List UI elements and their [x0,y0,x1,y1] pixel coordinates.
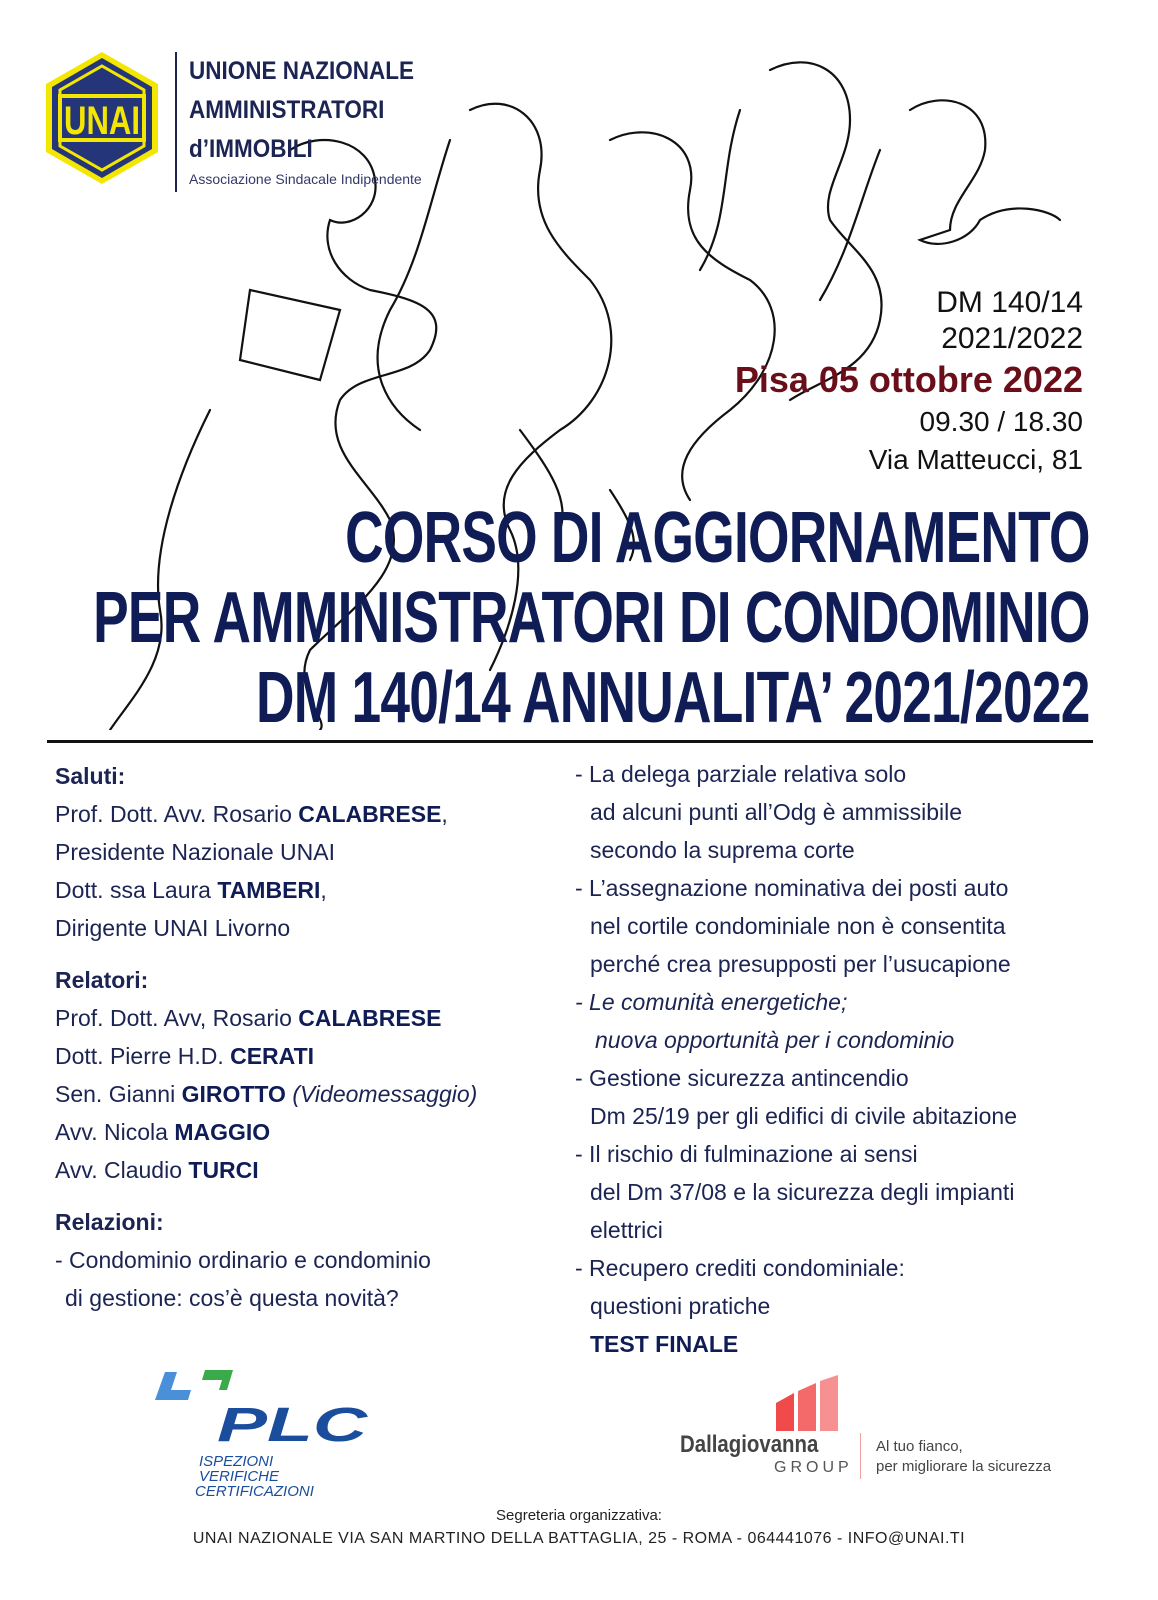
relatori-heading: Relatori: [55,967,149,993]
topic-line: elettrici [590,1217,663,1243]
speaker-text: GIROTTO [181,1081,286,1107]
speaker-text: Avv. Nicola [55,1119,175,1145]
event-place-date: Pisa 05 ottobre 2022 [734,359,1083,400]
saluti-heading: Saluti: [55,763,126,789]
org-line-3: d’IMMOBILI [189,135,313,163]
speaker-line [55,999,555,1037]
topics-list [575,755,1135,1325]
speaker-line [55,795,555,833]
speaker-text: Sen. Gianni [55,1081,182,1107]
relatori-list [55,999,555,1189]
unai-logo [44,50,160,186]
org-line-1: UNIONE NAZIONALE [189,57,414,85]
plc-line: CERTIFICAZIONI [195,1483,314,1500]
saluti-list [55,795,555,947]
event-years: 2021/2022 [941,322,1083,355]
topic-line: del Dm 37/08 e la sicurezza degli impianti [590,1179,1015,1205]
speaker-line [55,1151,555,1189]
speaker-text: Presidente Nazionale UNAI [55,839,335,865]
plc-mark-icon [155,1368,385,1458]
plc-logo [155,1368,385,1508]
speaker-text: (Videomessaggio) [285,1081,478,1107]
topic-line: - La delega parziale relativa solo [575,761,907,787]
title-line-2: PER AMMINISTRATORI DI CONDOMINIO [93,578,1090,658]
topic-line: Dm 25/19 per gli edifici di civile abitazione [590,1103,1017,1129]
topics-column [575,755,1135,1363]
speaker-line [55,833,555,871]
building-icon [772,1375,844,1431]
speaker-text: , [441,801,448,827]
speaker-text: TURCI [188,1157,259,1183]
test-finale [575,1325,1135,1363]
event-dm: DM 140/14 [936,286,1083,319]
dallagiovanna-group: GROUP [774,1459,853,1476]
title-line-3: DM 140/14 ANNUALITA’ 2021/2022 [256,658,1090,738]
plc-line: ISPEZIONI [199,1453,274,1470]
speaker-line [55,871,555,909]
speaker-text: Dott. ssa Laura [55,877,218,903]
topic-line: - Recupero crediti condominiale: [575,1255,905,1281]
speaker-text: CALABRESE [298,1005,442,1031]
title-line-1: CORSO DI AGGIORNAMENTO [345,498,1090,578]
tagline-line: Al tuo fianco, [876,1438,963,1455]
speaker-text: MAGGIO [174,1119,271,1145]
speakers-column [55,757,555,1317]
relazioni-heading: Relazioni: [55,1209,164,1235]
tagline-line: per migliorare la sicurezza [876,1458,1052,1475]
event-address: Via Matteucci, 81 [868,444,1083,475]
dallagiovanna-name: Dallagiovanna [680,1431,819,1458]
speaker-text: TAMBERI [217,877,321,903]
topic-line: nel cortile condominiale non è consentita [590,913,1006,939]
speaker-line [55,1075,555,1113]
topic-line: nuova opportunità per i condominio [595,1027,955,1053]
topic-line: secondo la suprema corte [590,837,855,863]
speaker-text: Dott. Pierre H.D. [55,1043,231,1069]
event-info [735,285,1083,479]
svg-text:UNAI: UNAI [64,99,140,143]
speaker-text: CALABRESE [298,801,442,827]
organization-name [175,52,439,192]
speaker-text: , [320,877,327,903]
speaker-text: Dirigente UNAI Livorno [55,915,291,941]
topic-line: - L’assegnazione nominativa dei posti auto [575,875,1009,901]
topic-line: - Le comunità energetiche; [575,989,848,1015]
topic-line: - Gestione sicurezza antincendio [575,1065,909,1091]
org-subtitle: Associazione Sindacale Indipendente [189,171,422,187]
divider [47,740,1093,743]
dallagiovanna-logo [680,1375,1100,1485]
speaker-line [55,909,555,947]
speaker-text: CERATI [230,1043,315,1069]
course-title [0,498,1090,738]
footer-contact: UNAI NAZIONALE VIA SAN MARTINO DELLA BATTAGLIA, 25 - ROMA - 064441076 - INFO@UNAI.TI [192,1530,966,1547]
test-finale-label: TEST FINALE [590,1331,739,1357]
speaker-text: Prof. Dott. Avv. Rosario [55,801,299,827]
relazioni-line: di gestione: cos’è questa novità? [65,1285,399,1311]
speaker-text: Prof. Dott. Avv, Rosario [55,1005,299,1031]
svg-text:PLC: PLC [217,1399,370,1452]
topic-line: - Il rischio di fulminazione ai sensi [575,1141,918,1167]
footer-label: Segreteria organizzativa: [496,1507,662,1524]
topic-line: ad alcuni punti all’Odg è ammissibile [590,799,963,825]
event-time: 09.30 / 18.30 [919,406,1083,437]
topic-line: questioni pratiche [590,1293,771,1319]
relazioni-line: - Condominio ordinario e condominio [55,1247,431,1273]
speaker-line [55,1113,555,1151]
org-line-2: AMMINISTRATORI [189,96,385,124]
topic-line: perché crea presupposti per l’usucapione [590,951,1011,977]
plc-line: VERIFICHE [199,1468,280,1485]
speaker-line [55,1037,555,1075]
speaker-text: Avv. Claudio [55,1157,189,1183]
